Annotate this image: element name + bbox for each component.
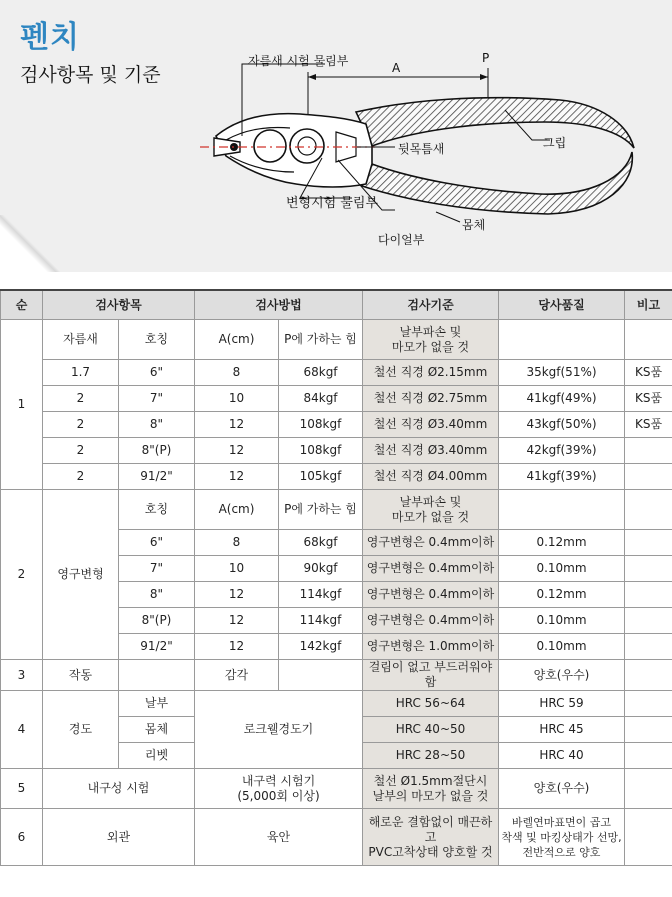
label-rear-gap: 뒷목틈새: [398, 142, 445, 156]
table-cell: 90kgf: [279, 556, 363, 582]
table-cell: 12: [195, 608, 279, 634]
quality-cell: 0.10mm: [499, 556, 625, 582]
remark-cell: [625, 582, 672, 608]
standard-cell: 철선 직경 Ø4.00mm: [363, 464, 499, 490]
standard-cell: 철선 직경 Ø3.40mm: [363, 438, 499, 464]
quality-cell: 양호(우수): [499, 660, 625, 691]
section-no: 6: [1, 809, 43, 866]
table-cell: 8: [195, 360, 279, 386]
remark-cell: [625, 660, 672, 691]
table-header-row: [1, 290, 672, 320]
quality-cell: 41kgf(49%): [499, 386, 625, 412]
method-cell: 로크웰경도기: [195, 691, 363, 769]
table-cell: 자름새: [43, 320, 119, 360]
cutting-jaw-hole: [254, 130, 286, 162]
table-cell: 12: [195, 582, 279, 608]
item-cell: 경도: [43, 691, 119, 769]
standard-cell: 해로운 결함없이 매끈하고 PVC고착상태 양호할 것: [363, 809, 499, 866]
quality-cell: 42kgf(39%): [499, 438, 625, 464]
standard-cell: 영구변형은 1.0mm이하: [363, 634, 499, 660]
table-cell: 8: [195, 530, 279, 556]
section-no: 5: [1, 769, 43, 809]
table-cell: A(cm): [195, 320, 279, 360]
header-method: 검사방법: [195, 290, 363, 320]
table-cell: [279, 660, 363, 691]
standard-cell: 날부파손 및 마모가 없을 것: [363, 320, 499, 360]
item-cell: 외관: [43, 809, 195, 866]
standard-cell: 철선 직경 Ø2.75mm: [363, 386, 499, 412]
remark-cell: [625, 809, 672, 866]
table-cell: P에 가하는 힘: [279, 490, 363, 530]
method-cell: 감각: [195, 660, 279, 691]
standard-cell: 영구변형은 0.4mm이하: [363, 608, 499, 634]
quality-cell: 0.12mm: [499, 530, 625, 556]
table-cell: [119, 660, 195, 691]
standard-cell: 철선 직경 Ø3.40mm: [363, 412, 499, 438]
table-cell: 105kgf: [279, 464, 363, 490]
method-cell: 내구력 시험기 (5,000회 이상): [195, 769, 363, 809]
table-row: [1, 660, 672, 691]
quality-cell: HRC 59: [499, 691, 625, 717]
page-title: 펜치: [20, 20, 80, 55]
table-cell: 2: [43, 412, 119, 438]
remark-cell: [625, 691, 672, 717]
table-row: [1, 464, 672, 490]
section-no: 1: [1, 320, 43, 490]
table-cell: 2: [43, 464, 119, 490]
standard-cell: 영구변형은 0.4mm이하: [363, 582, 499, 608]
table-row: [1, 438, 672, 464]
standard-cell: 날부파손 및 마모가 없을 것: [363, 490, 499, 530]
table-cell: 7": [119, 386, 195, 412]
quality-cell: 0.12mm: [499, 582, 625, 608]
quality-cell: HRC 45: [499, 717, 625, 743]
table-cell: 68kgf: [279, 530, 363, 556]
quality-cell: 41kgf(39%): [499, 464, 625, 490]
rivet-pivot: [290, 129, 324, 163]
label-deform-test-jaw: 변형시험 물림부: [286, 196, 379, 211]
table-cell: 84kgf: [279, 386, 363, 412]
header-quality: 당사품질: [499, 290, 625, 320]
standard-cell: HRC 28~50: [363, 743, 499, 769]
table-cell: [499, 490, 625, 530]
header-remark: 비고: [625, 290, 672, 320]
remark-cell: [625, 438, 672, 464]
table-cell: 91/2": [119, 464, 195, 490]
table-cell: A(cm): [195, 490, 279, 530]
table-cell: 6": [119, 360, 195, 386]
table-row: [1, 490, 672, 530]
table-cell: 10: [195, 556, 279, 582]
label-dimension-a: A: [392, 61, 401, 75]
table-cell: 1.7: [43, 360, 119, 386]
remark-cell: [625, 608, 672, 634]
quality-cell: 바렐연마표면이 곱고 착색 및 마킹상태가 선망, 전반적으로 양호: [499, 809, 625, 866]
page-subtitle: 검사항목 및 기준: [20, 64, 161, 86]
table-cell: 8"(P): [119, 608, 195, 634]
table-cell: [499, 320, 625, 360]
header-no: 순: [1, 290, 43, 320]
pliers-diagram: [0, 0, 672, 272]
standard-cell: 철선 Ø1.5mm절단시 날부의 마모가 없을 것: [363, 769, 499, 809]
standard-cell: HRC 40~50: [363, 717, 499, 743]
standard-cell: 철선 직경 Ø2.15mm: [363, 360, 499, 386]
table-row: [1, 412, 672, 438]
quality-cell: 양호(우수): [499, 769, 625, 809]
table-cell: 6": [119, 530, 195, 556]
table-cell: 108kgf: [279, 412, 363, 438]
quality-cell: 0.10mm: [499, 608, 625, 634]
remark-cell: [625, 743, 672, 769]
table-cell: 2: [43, 438, 119, 464]
table-cell: [625, 490, 672, 530]
table-cell: 몸체: [119, 717, 195, 743]
item-cell: 내구성 시험: [43, 769, 195, 809]
table-row: [1, 809, 672, 866]
label-force-p: P: [482, 51, 490, 65]
table-cell: 날부: [119, 691, 195, 717]
quality-cell: 35kgf(51%): [499, 360, 625, 386]
quality-cell: 43kgf(50%): [499, 412, 625, 438]
table-row: [1, 360, 672, 386]
remark-cell: KS품: [625, 412, 672, 438]
quality-cell: HRC 40: [499, 743, 625, 769]
table-cell: 68kgf: [279, 360, 363, 386]
table-cell: 2: [43, 386, 119, 412]
lower-handle: [362, 152, 632, 214]
table-cell: 10: [195, 386, 279, 412]
remark-cell: [625, 634, 672, 660]
table-row: [1, 691, 672, 717]
table-cell: 12: [195, 438, 279, 464]
item-cell: 영구변형: [43, 490, 119, 660]
remark-cell: KS품: [625, 386, 672, 412]
method-cell: 육안: [195, 809, 363, 866]
remark-cell: [625, 530, 672, 556]
table-cell: 7": [119, 556, 195, 582]
table-cell: 12: [195, 412, 279, 438]
section-no: 3: [1, 660, 43, 691]
standard-cell: 영구변형은 0.4mm이하: [363, 556, 499, 582]
quality-cell: 0.10mm: [499, 634, 625, 660]
table-cell: 8": [119, 412, 195, 438]
label-grip: 그립: [543, 136, 567, 150]
remark-cell: [625, 464, 672, 490]
standard-cell: 영구변형은 0.4mm이하: [363, 530, 499, 556]
table-cell: 호칭: [119, 320, 195, 360]
table-cell: 12: [195, 634, 279, 660]
table-cell: 호칭: [119, 490, 195, 530]
table-cell: 108kgf: [279, 438, 363, 464]
remark-cell: [625, 717, 672, 743]
standard-cell: HRC 56~64: [363, 691, 499, 717]
table-cell: 8"(P): [119, 438, 195, 464]
inspection-spec-table: [0, 289, 672, 866]
section-no: 4: [1, 691, 43, 769]
label-cutting-test-jaw: 자름새 시험 물림부: [248, 54, 349, 68]
header-standard: 검사기준: [363, 290, 499, 320]
table-cell: [625, 320, 672, 360]
remark-cell: [625, 769, 672, 809]
table-cell: 114kgf: [279, 608, 363, 634]
table-cell: 91/2": [119, 634, 195, 660]
table-cell: 114kgf: [279, 582, 363, 608]
table-row: [1, 320, 672, 360]
table-row: [1, 769, 672, 809]
remark-cell: KS품: [625, 360, 672, 386]
standard-cell: 걸림이 없고 부드러워야 함: [363, 660, 499, 691]
table-cell: 142kgf: [279, 634, 363, 660]
section-no: 2: [1, 490, 43, 660]
label-dial: 다이얼부: [378, 233, 425, 247]
table-cell: 8": [119, 582, 195, 608]
label-body: 몸체: [462, 218, 486, 232]
table-cell: 리벳: [119, 743, 195, 769]
header-item: 검사항목: [43, 290, 195, 320]
header-area: [0, 0, 672, 272]
table-row: [1, 386, 672, 412]
table-cell: P에 가하는 힘: [279, 320, 363, 360]
item-cell: 작동: [43, 660, 119, 691]
table-cell: 12: [195, 464, 279, 490]
remark-cell: [625, 556, 672, 582]
